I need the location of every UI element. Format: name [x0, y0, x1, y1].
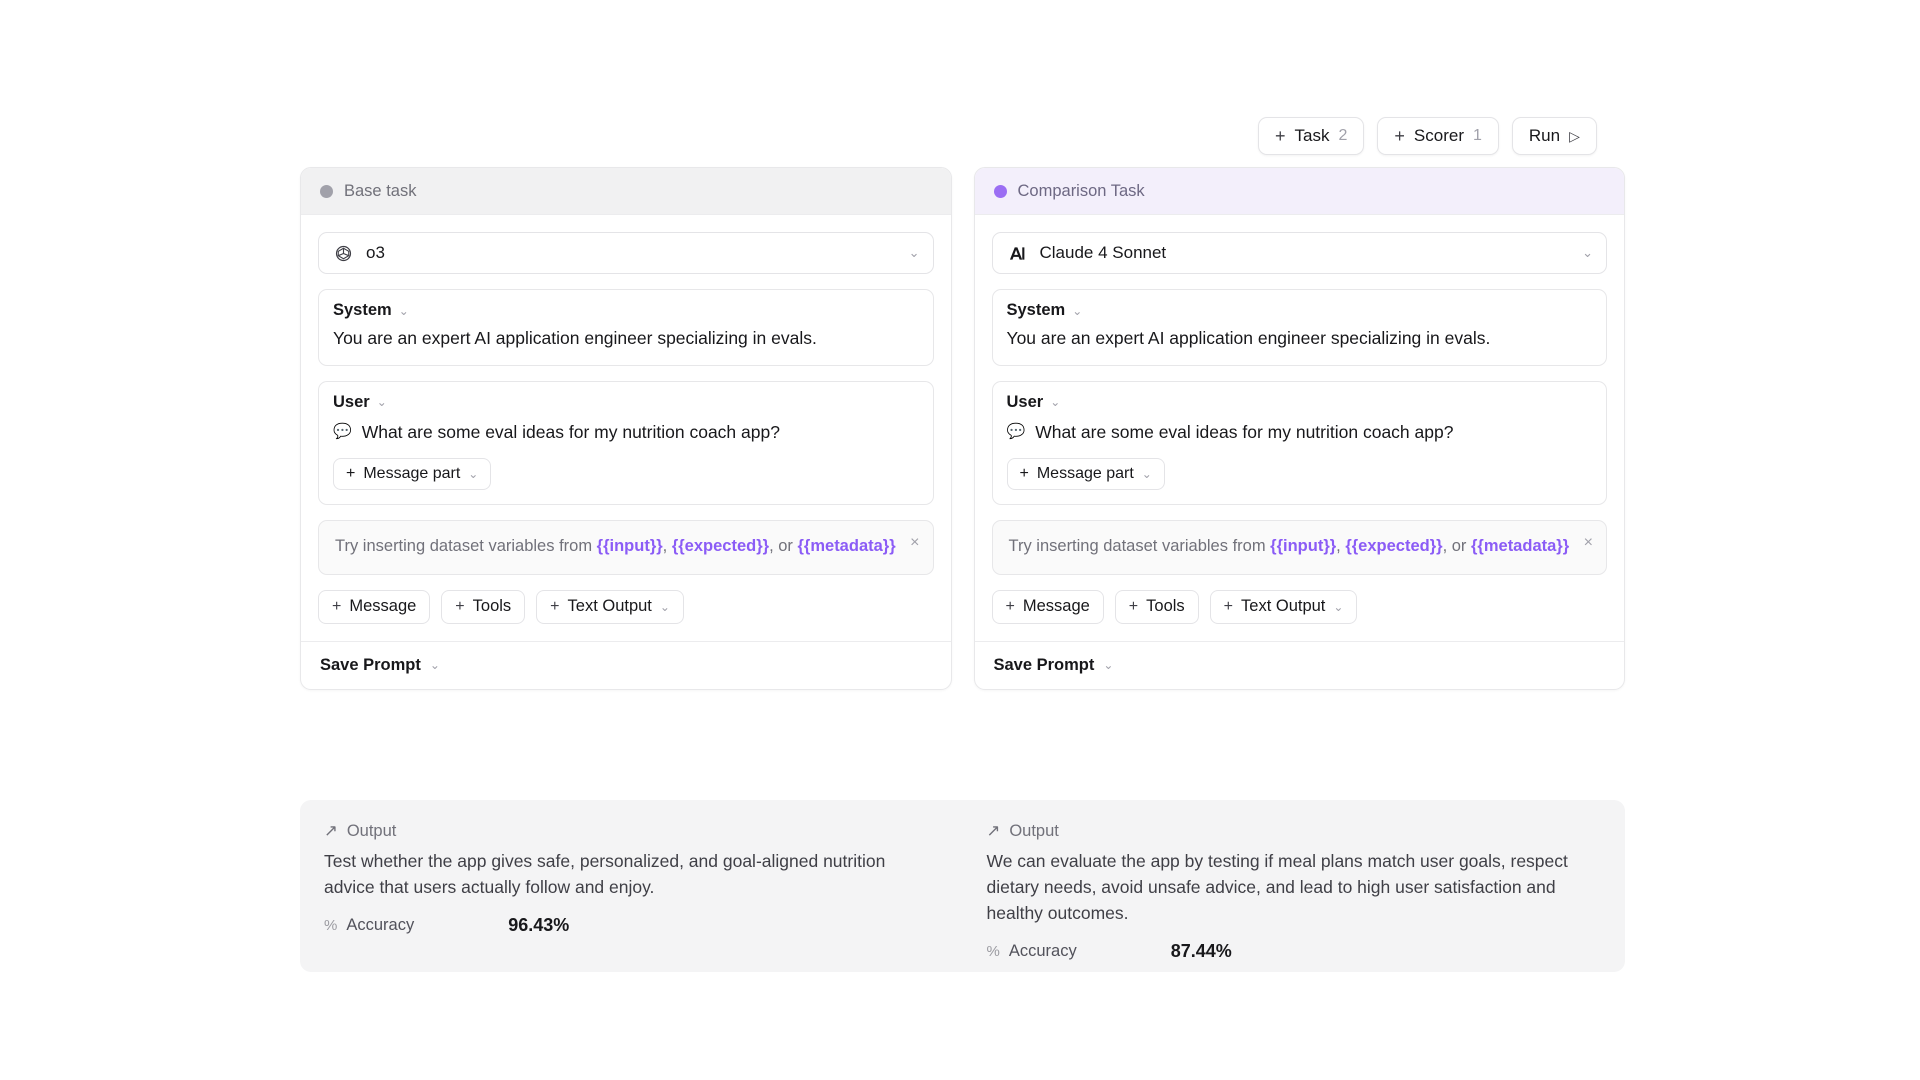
task-panels [300, 167, 1625, 690]
add-task-button[interactable] [1258, 117, 1364, 155]
user-message-text[interactable]: What are some eval ideas for my nutrition coach app? [361, 421, 780, 442]
system-message-text[interactable]: You are an expert AI application engineer specializing in evals. [333, 328, 817, 348]
plus-icon: + [1128, 597, 1139, 615]
hint-sep-2: , or [769, 537, 798, 555]
base-task-title: Base task [344, 181, 417, 200]
text-output-label: Text Output [1241, 597, 1326, 616]
close-icon[interactable]: × [910, 534, 920, 551]
output-label: Output [1009, 821, 1059, 840]
add-tools-button[interactable] [1115, 590, 1199, 624]
plus-icon: + [1223, 597, 1234, 615]
base-task-body [301, 215, 951, 641]
hint-var-metadata: {{metadata}} [1471, 537, 1570, 555]
save-prompt-label: Save Prompt [993, 655, 1095, 674]
hint-sep-1: , [662, 537, 672, 555]
user-message-row [319, 416, 933, 459]
chevron-down-icon: ⌄ [468, 467, 479, 481]
plus-icon: + [1394, 126, 1405, 146]
add-message-label: Message [1022, 597, 1090, 616]
save-prompt-label: Save Prompt [320, 655, 421, 674]
chevron-down-icon: ⌄ [1141, 467, 1152, 481]
text-output-button[interactable] [536, 590, 684, 624]
system-role-toggle[interactable] [993, 290, 1607, 324]
user-role-label: User [1006, 392, 1044, 411]
system-message-text[interactable]: You are an expert AI application engineer specializing in evals. [1006, 328, 1491, 348]
text-output-button[interactable] [1210, 590, 1358, 624]
plus-icon: + [1275, 126, 1286, 146]
system-message-block-comparison [992, 289, 1608, 366]
hint-var-expected: {{expected}} [671, 537, 770, 555]
chat-bubble-icon: 💬 [1006, 422, 1026, 440]
user-message-block-comparison [992, 381, 1608, 506]
add-tools-label: Tools [472, 597, 512, 616]
save-prompt-base-button[interactable] [301, 641, 951, 689]
system-role-label: System [333, 301, 392, 319]
chevron-down-icon: ⌄ [908, 245, 920, 260]
chevron-down-icon: ⌄ [659, 599, 670, 614]
plus-icon: + [550, 597, 560, 615]
percent-icon: % [324, 916, 338, 934]
hint-var-expected: {{expected}} [1345, 537, 1443, 555]
user-message-text[interactable]: What are some eval ideas for my nutrition coach app? [1035, 421, 1454, 442]
user-role-toggle[interactable] [319, 382, 933, 416]
base-task-panel [300, 167, 952, 690]
comparison-task-body [975, 215, 1625, 641]
metric-label: Accuracy [346, 915, 415, 934]
model-name: Claude 4 Sonnet [1039, 243, 1167, 262]
comparison-task-title: Comparison Task [1017, 181, 1145, 200]
hint-prefix: Try inserting dataset variables from [335, 537, 597, 555]
model-name: o3 [366, 243, 385, 262]
chevron-down-icon: ⌄ [1103, 658, 1114, 673]
plus-icon: + [332, 597, 342, 615]
run-label: Run [1528, 126, 1561, 145]
metric-value: 87.44% [1170, 940, 1232, 961]
output-base [300, 800, 963, 972]
add-message-part-button[interactable] [1007, 458, 1165, 490]
hint-sep-1: , [1336, 537, 1346, 555]
chevron-down-icon: ⌄ [1072, 303, 1083, 318]
system-role-toggle[interactable] [319, 290, 933, 324]
comparison-actions-row [992, 590, 1608, 641]
openai-icon [332, 242, 354, 264]
hint-var-input: {{input}} [596, 537, 663, 555]
model-select-comparison[interactable] [992, 232, 1608, 274]
chevron-down-icon: ⌄ [376, 395, 387, 409]
plus-icon: + [1005, 597, 1015, 615]
arrow-up-right-icon: ↗ [324, 822, 338, 840]
chevron-down-icon: ⌄ [1050, 395, 1061, 409]
output-base-header [324, 821, 939, 841]
dataset-variable-hint-base [318, 520, 934, 575]
percent-icon: % [986, 942, 1000, 960]
status-dot-icon [994, 185, 1007, 198]
run-button[interactable] [1512, 117, 1597, 155]
dataset-variable-hint-comparison [992, 520, 1608, 575]
add-scorer-label: Scorer [1413, 126, 1464, 145]
output-comparison [963, 800, 1626, 972]
user-message-block-base [318, 381, 934, 506]
output-base-text: Test whether the app gives safe, personalized, and goal-aligned nutrition advice that users actually follow and enjoy. [324, 851, 886, 897]
task-count-badge: 2 [1338, 127, 1348, 144]
output-strip [300, 800, 1625, 972]
add-message-button[interactable] [992, 590, 1104, 624]
system-role-label: System [1006, 301, 1066, 319]
anthropic-icon [1006, 242, 1028, 264]
user-role-label: User [333, 392, 370, 411]
output-comparison-metric [987, 941, 1602, 962]
base-actions-row [318, 590, 934, 641]
base-task-header [301, 168, 951, 215]
chevron-down-icon: ⌄ [1582, 245, 1593, 260]
hint-var-metadata: {{metadata}} [797, 537, 896, 555]
comparison-task-header [975, 168, 1625, 215]
add-message-part-button[interactable] [333, 458, 491, 490]
chevron-down-icon: ⌄ [398, 303, 409, 318]
add-message-label: Message [349, 597, 417, 616]
add-tools-button[interactable] [441, 590, 525, 624]
chevron-down-icon: ⌄ [429, 658, 440, 673]
plus-icon: + [346, 465, 356, 482]
comparison-task-panel [974, 167, 1626, 690]
add-scorer-button[interactable] [1377, 117, 1499, 155]
plus-icon: + [1019, 465, 1029, 482]
metric-label: Accuracy [1008, 941, 1077, 960]
status-dot-icon [320, 185, 333, 198]
output-base-metric [324, 915, 939, 936]
user-role-toggle[interactable] [993, 382, 1607, 416]
play-icon: ▷ [1569, 127, 1580, 144]
metric-value: 96.43% [508, 914, 570, 935]
plus-icon: + [455, 597, 465, 615]
add-message-part-label: Message part [363, 465, 461, 482]
chevron-down-icon: ⌄ [1333, 599, 1344, 614]
output-comparison-header [987, 821, 1602, 841]
add-tools-label: Tools [1146, 597, 1185, 616]
text-output-label: Text Output [567, 597, 652, 616]
add-message-part-label: Message part [1036, 465, 1134, 482]
system-message-block-base [318, 289, 934, 366]
save-prompt-comparison-button[interactable] [975, 641, 1625, 689]
hint-sep-2: , or [1442, 537, 1471, 555]
close-icon[interactable]: × [1583, 534, 1593, 551]
model-select-base[interactable] [318, 232, 934, 274]
top-toolbar [1258, 117, 1597, 155]
arrow-up-right-icon: ↗ [986, 822, 1001, 840]
hint-var-input: {{input}} [1270, 537, 1337, 555]
hint-prefix: Try inserting dataset variables from [1008, 537, 1271, 555]
scorer-count-badge: 1 [1472, 127, 1482, 144]
chat-bubble-icon: 💬 [333, 422, 352, 440]
output-comparison-text: We can evaluate the app by testing if meal plans match user goals, respect dietary needs, avoid unsafe advice, and lead to high user satisfaction and healthy outcomes. [986, 851, 1568, 923]
add-message-button[interactable] [318, 590, 430, 624]
user-message-row [993, 416, 1607, 459]
add-task-label: Task [1294, 126, 1330, 145]
output-label: Output [346, 821, 397, 840]
